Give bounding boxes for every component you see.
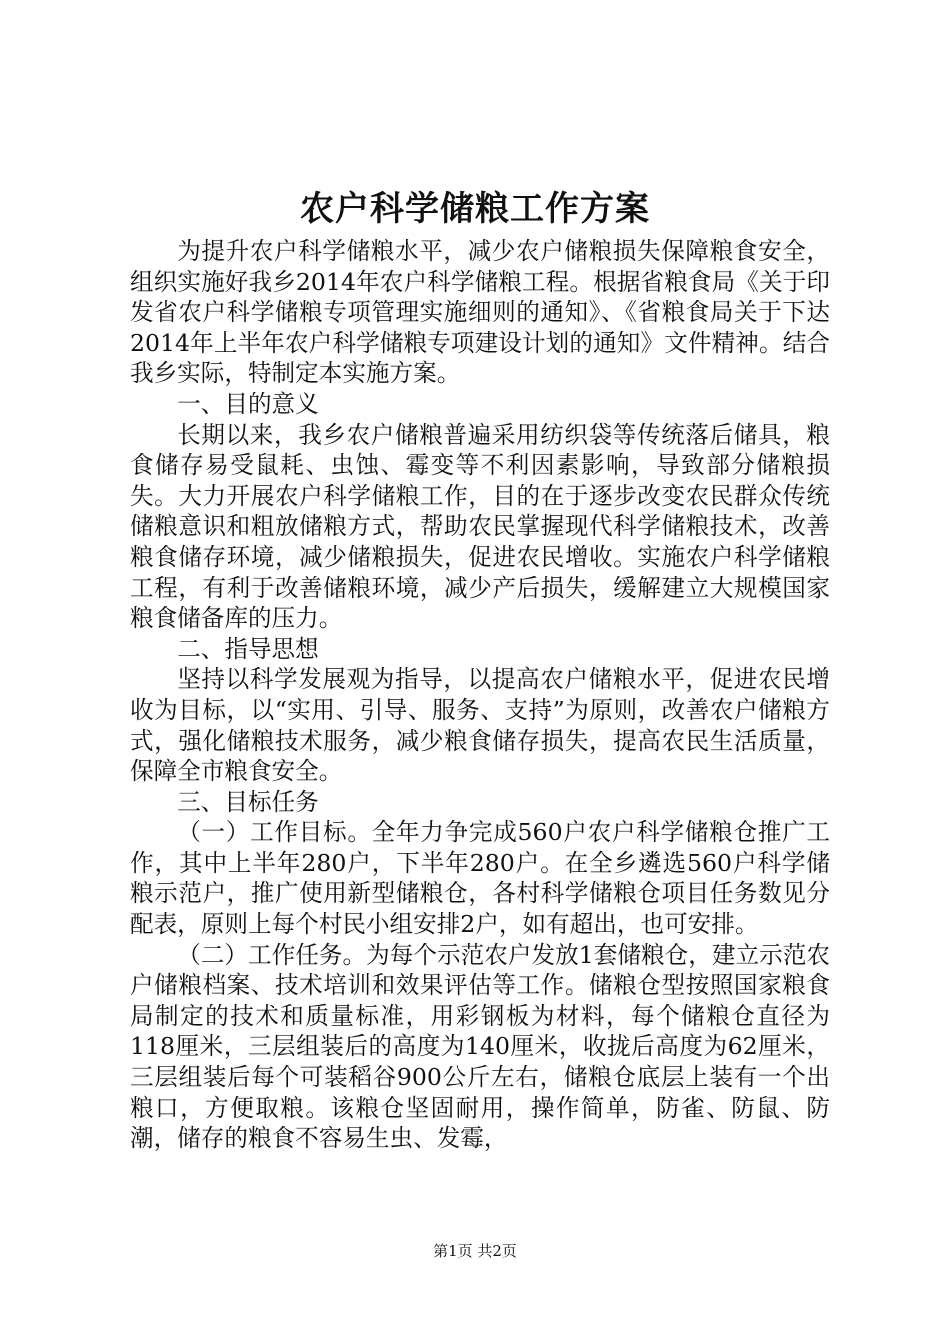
section-heading-guiding-ideology: 二、指导思想 (177, 634, 319, 663)
section-heading-targets: 三、目标任务 (177, 787, 319, 816)
guiding-ideology-paragraph: 坚持以科学发展观为指导，以提高农户储粮水平，促进农民增收为目标，以“实用、引导、服务、支持”为原则，改善农户储粮方式，强化储粮技术服务，减少粮食储存损失，提高农民生活质量，保障全市粮食安全。 (130, 665, 830, 786)
section-heading-purpose: 一、目的意义 (177, 389, 319, 418)
intro-paragraph: 为提升农户科学储粮水平，减少农户储粮损失保障粮食安全，组织实施好我乡2014年农户科学储粮工程。根据省粮食局《关于印发省农户科学储粮专项管理实施细则的通知》、《省粮食局关于下达2014年上半年农户科学储粮专项建设计划的通知》文件精神。结合我乡实际，特制定本实施方案。 (130, 237, 830, 388)
work-task-paragraph: （二）工作任务。为每个示范农户发放1套储粮仓，建立示范农户储粮档案、技术培训和效果评估等工作。储粮仓型按照国家粮食局制定的技术和质量标准，用彩钢板为材料，每个储粮仓直径为118厘米，三层组装后的高度为140厘米，收拢后高度为62厘米，三层组装后每个可装稻谷900公斤左右，储粮仓底层上装有一个出粮口，方便取粮。该粮仓坚固耐用，操作简单，防雀、防鼠、防潮，储存的粮食不容易生虫、发霉， (130, 940, 830, 1153)
purpose-paragraph: 长期以来，我乡农户储粮普遍采用纺织袋等传统落后储具，粮食储存易受鼠耗、虫蚀、霉变等不利因素影响，导致部分储粮损失。大力开展农户科学储粮工作，目的在于逐步改变农民群众传统储粮意识和粗放储粮方式，帮助农民掌握现代科学储粮技术，改善粮食储存环境，减少储粮损失，促进农民增收。实施农户科学储粮工程，有利于改善储粮环境，减少产后损失，缓解建立大规模国家粮食储备库的压力。 (130, 420, 830, 633)
work-goal-paragraph: （一）工作目标。全年力争完成560户农户科学储粮仓推广工作，其中上半年280户，下半年280户。在全乡遴选560户科学储粮示范户，推广使用新型储粮仓，各村科学储粮仓项目任务数见分配表，原则上每个村民小组安排2户，如有超出，也可安排。 (130, 818, 830, 939)
document-body (130, 236, 830, 1154)
page-footer: 第1页 共2页 (433, 1242, 517, 1260)
document-title: 农户科学储粮工作方案 (300, 189, 650, 229)
